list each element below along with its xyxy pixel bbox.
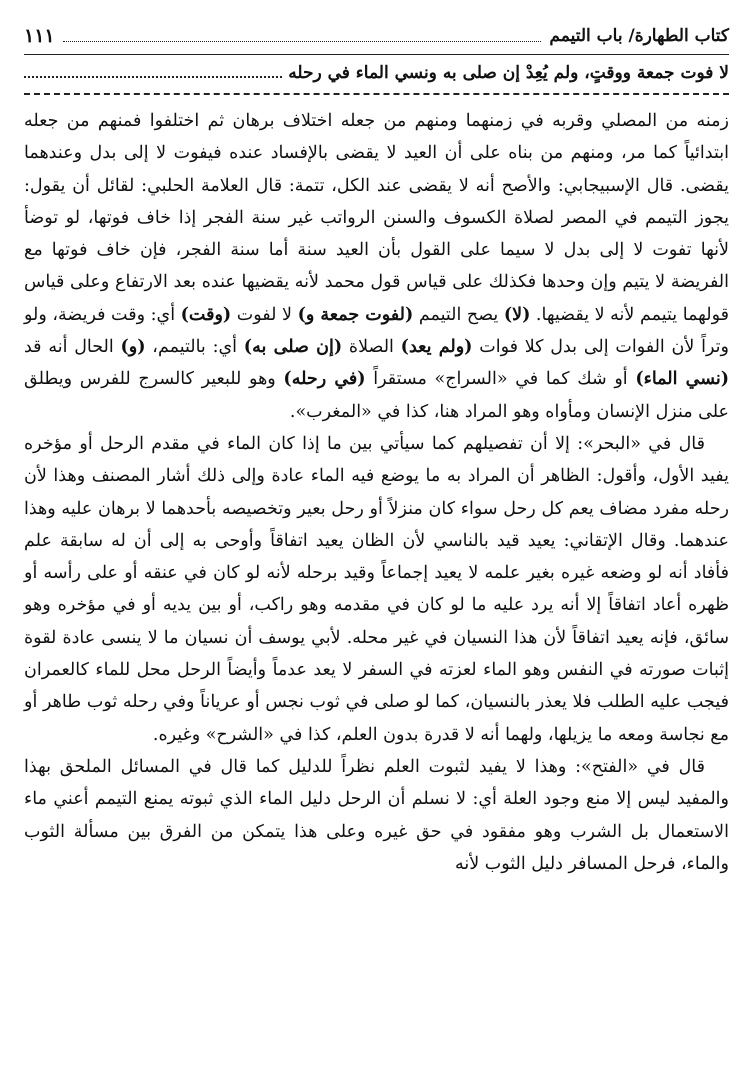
text-run: أي: بالتيمم، (145, 337, 244, 358)
matn-quote: (ولم يعد) (400, 337, 473, 358)
paragraph-1 (24, 105, 729, 428)
text-run: لا لفوت (231, 304, 298, 325)
text-run: يصح التيمم (413, 304, 504, 325)
matn-text-line (24, 55, 729, 91)
text-run: الحال أنه قد (24, 337, 121, 358)
text-run: أي: وقت فريضة، ولو وتراً لأن الفوات إلى بدل كلا فوات (24, 304, 729, 358)
chapter-title: كتاب الطهارة/ باب التيمم (549, 26, 729, 46)
paragraph-3: قال في «الفتح»: وهذا لا يفيد لثبوت العلم نظراً للدليل كما قال في المسائل الملحق بهذا والمفيد ليس إلا منع وجود العلة أي: لا نسلم أن الرحل دليل الماء الذي ثبوته يمنع التيمم أعني ماء الاستعمال بل الشرب وهو مفقود في حق غيره وعلى هذا يتمكن من الفرق بين مسألة الثوب والماء، فرحل المسافر دليل الثوب لأنه (24, 756, 729, 874)
matn-quote: (لفوت جمعة و) (297, 304, 414, 325)
text-run: أو شك كما في «السراج» مستقراً (365, 369, 636, 390)
matn-separator (24, 93, 729, 95)
header-dot-leader (63, 31, 542, 42)
matn-quote: (لا) (503, 304, 531, 325)
text-run: وهو للبعير كالسرج للفرس ويطلق على منزل الإنسان ومأواه وهو المراد هنا، كذا في «المغرب». (24, 369, 729, 422)
matn-quote: (و) (120, 337, 146, 358)
commentary-body (24, 105, 729, 880)
paragraph-2: قال في «البحر»: إلا أن تفصيلهم كما سيأتي بين ما إذا كان الماء في مقدم الرحل أو مؤخره يفيد الأول، وأقول: الظاهر أن المراد به ما يوضع فيه الماء عادة وإلى ذلك أشار المصنف وهذا لأن رحله مفرد مضاف يعم كل رحل سواء كان منزلاً أو رحل بعير وتخصيصه بأحدهما لا برهان عليه وهذا عندهما. وقال الإتقاني: يعيد قيد بالناسي لأن الظان يعيد اتفاقاً وأوحى به إلى أن له سابقة علم فأفاد أنه لو وضعه غيره بغير علمه لا يعيد إجماعاً وقيد برحله لأنه لو كان في عنقه أو على رأسه أو ظهره أعاد اتفاقاً إلا أنه يرد عليه ما لو كان في مقدمه وهو راكب، أو بين يديه أو في مؤخره وهو سائق، فإنه يعيد اتفاقاً لأن هذا النسيان في غير محله. لأبي يوسف أن نسيان ما لا ينسى عادة لقوة إثبات صورته في النفس وهو الماء لعزته في السفر لا يعد عدماً وأيضاً الرحل محل للماء كالعمران فيجب عليه الطلب فلا يعذر بالنسيان، كما لو صلى في ثوب نجس أو عرياناً وفي رحله ثوب طاهر أو مع نجاسة ومعه ما يزيلها، ولهما أنه لا قدرة بدون العلم، كذا في «الشرح» وغيره. (24, 433, 729, 745)
running-header (24, 20, 729, 52)
page-number: ١١١ (24, 25, 55, 47)
matn-quote: (نسي الماء) (635, 369, 729, 390)
text-run: الصلاة (342, 337, 401, 358)
matn-quote: (إن صلى به) (243, 337, 343, 358)
matn-quote: (وقت) (180, 304, 232, 325)
matn-quote: (في رحله) (283, 369, 366, 390)
matn-dot-leader (24, 68, 282, 78)
text-run: زمنه من المصلي وقربه في زمنهما ومنهم من جعله اختلاف برهان ثم اختلفوا فمنهم من جعله ابتدائياً كما مر، ومنهم من بناه على أن العيد لا يقضى بالإفساد عنده فيفوت لا إلى بدل وعندهما يقضى. قال الإسبيجابي: والأصح أنه لا يقضى عند الكل، تتمة: قال العلامة الحلبي: لقائل أن يقول: يجوز التيمم في المصر لصلاة الكسوف والسنن الرواتب غير سنة الفجر إذا خاف فوتها، لو توضأ لأنها تفوت لا إلى بدل لا سيما على القول بأن العيد سنة أما سنة الفجر، فإن خاف فوتها مع الفريضة لا يتيم وإن وحدها فكذلك على قياس قول محمد لأنه يقضيها عنده بعد الارتفاع وعلى قياس قولهما يتيمم لأنه لا يقضيها. (24, 111, 729, 325)
matn-text: لا فوت جمعة ووقتٍ، ولم يُعِدْ إن صلى به ونسي الماء في رحله (288, 63, 729, 83)
